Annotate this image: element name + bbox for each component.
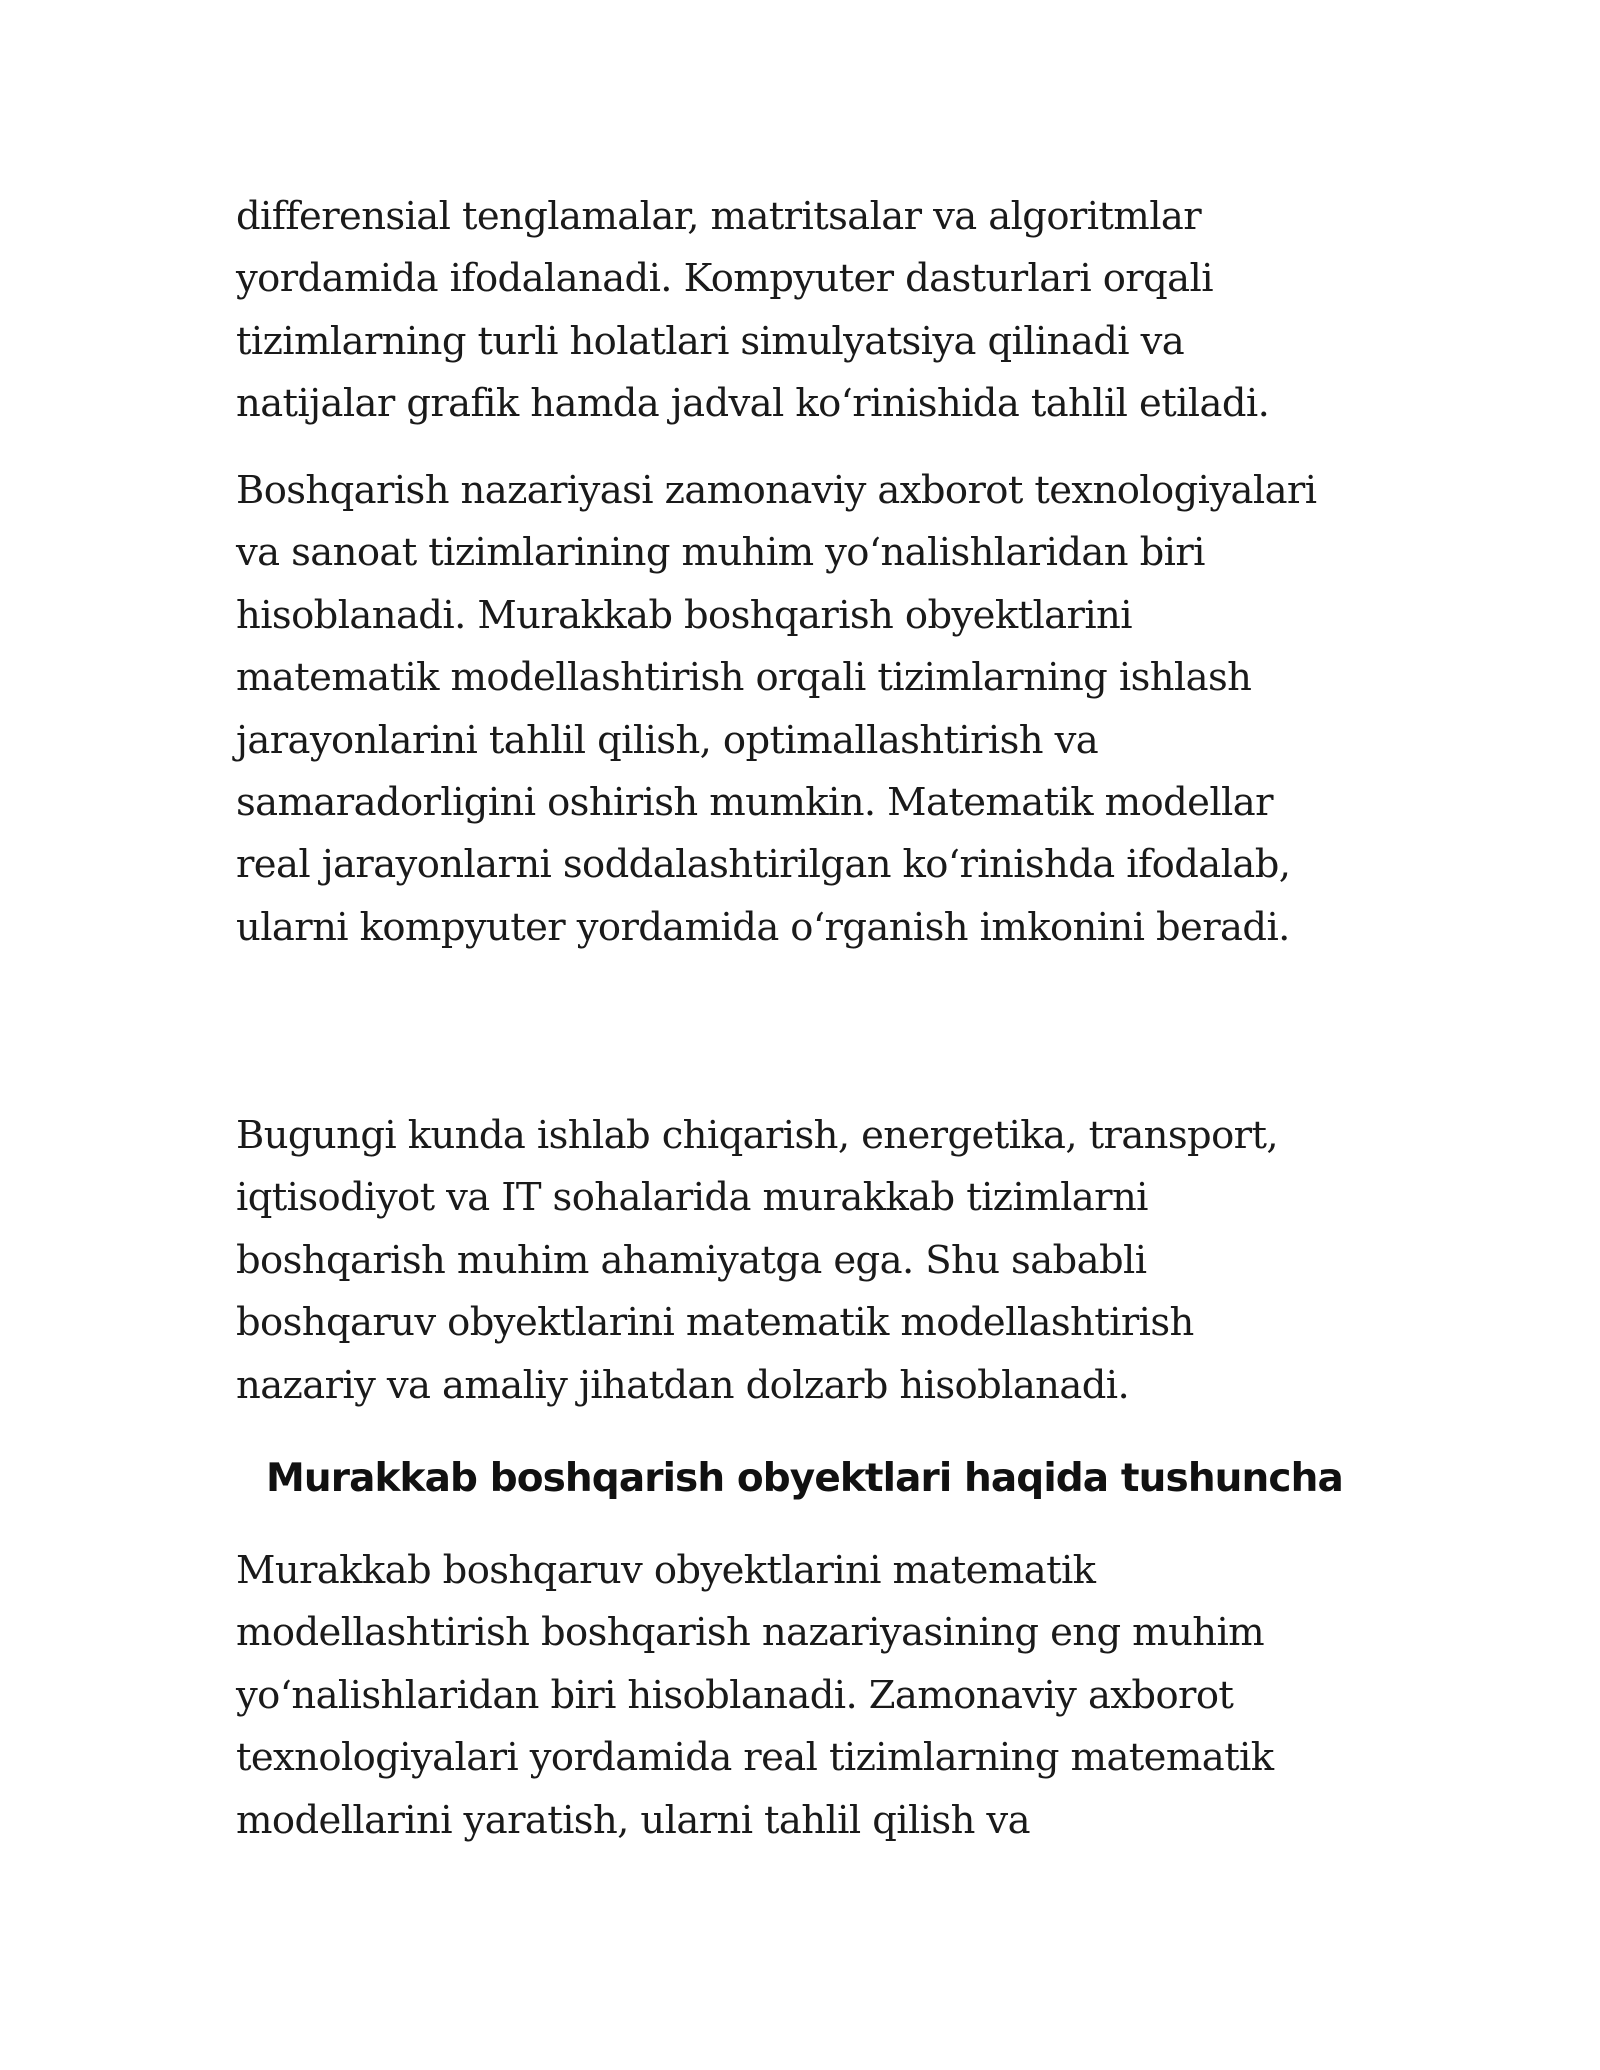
text-line: Bugungi kunda ishlab chiqarish, energetika, transport, (236, 1113, 1278, 1158)
text-line: yo‘nalishlaridan biri hisoblanadi. Zamonaviy axborot (236, 1672, 1234, 1718)
paragraph-1 (236, 186, 1376, 436)
text-line: yordamida ifodalanadi. Kompyuter dasturlari orqali (236, 256, 1213, 302)
text-line: Boshqarish nazariyasi zamonaviy axborot texnologiyalari (236, 468, 1317, 513)
text-line: differensial tenglamalar, matritsalar va algoritmlar (236, 194, 1202, 239)
text-line: modellashtirish boshqarish nazariyasining eng muhim (236, 1610, 1265, 1656)
text-line: boshqarish muhim ahamiyatga ega. Shu sababli (236, 1237, 1147, 1283)
text-line: modellarini yaratish, ularni tahlil qilish va (236, 1797, 1030, 1843)
section-heading: Murakkab boshqarish obyektlari haqida tushuncha (266, 1456, 1343, 1501)
text-line: real jarayonlarni soddalashtirilgan ko‘rinishda ifodalab, (236, 842, 1291, 888)
text-line: va sanoat tizimlarining muhim yo‘nalishlaridan biri (236, 530, 1205, 576)
text-line: iqtisodiyot va IT sohalarida murakkab tizimlarni (236, 1175, 1148, 1221)
text-line: samaradorligini oshirish mumkin. Matematik modellar (236, 780, 1273, 826)
text-line: ularni kompyuter yordamida o‘rganish imkonini beradi. (236, 904, 1290, 950)
paragraph-2 (236, 460, 1376, 959)
text-line: matematik modellashtirish orqali tizimlarning ishlash (236, 655, 1252, 701)
text-line: tizimlarning turli holatlari simulyatsiya qilinadi va (236, 318, 1185, 364)
text-line: hisoblanadi. Murakkab boshqarish obyektlarini (236, 592, 1132, 638)
text-line: jarayonlarini tahlil qilish, optimallashtirish va (236, 717, 1099, 763)
text-line: boshqaruv obyektlarini matematik modellashtirish (236, 1300, 1194, 1346)
text-line: natijalar grafik hamda jadval ko‘rinishida tahlil etiladi. (236, 381, 1270, 427)
section-paragraph (236, 1540, 1376, 1852)
text-line: nazariy va amaliy jihatdan dolzarb hisoblanadi. (236, 1362, 1130, 1408)
text-line: texnologiyalari yordamida real tizimlarning matematik (236, 1735, 1274, 1781)
paragraph-3 (236, 1105, 1376, 1417)
text-line: Murakkab boshqaruv obyektlarini matematik (236, 1548, 1096, 1593)
